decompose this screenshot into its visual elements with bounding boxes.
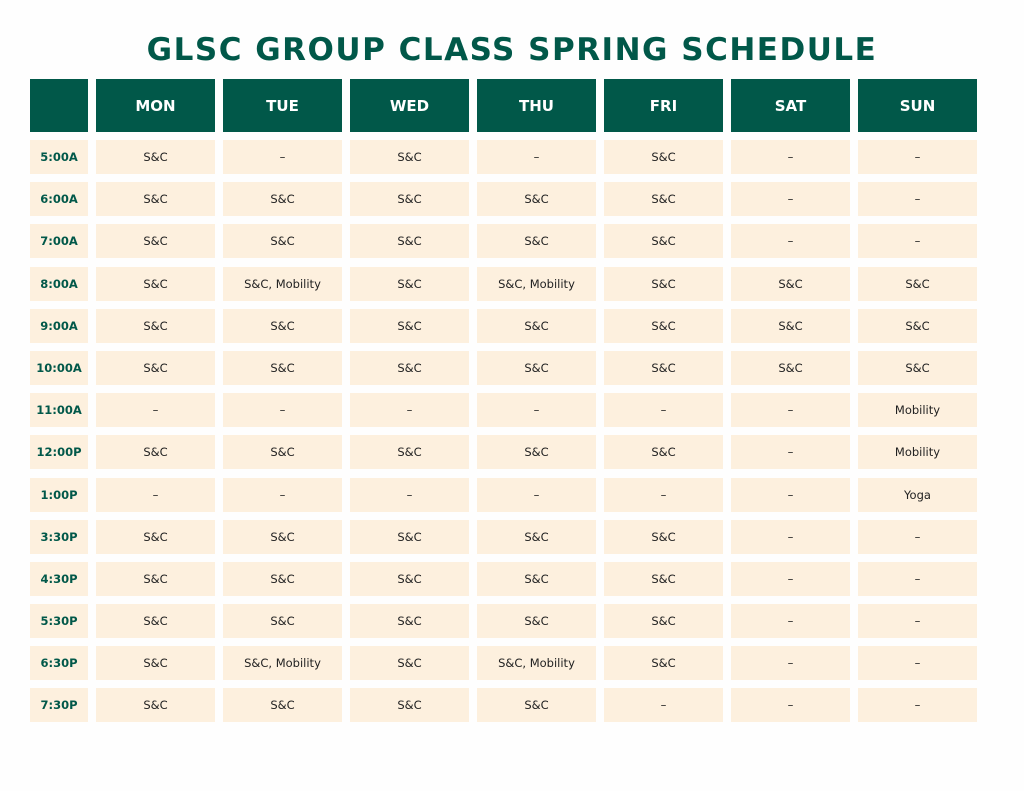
schedule-body bbox=[30, 140, 977, 731]
class-cell-tue: – bbox=[223, 478, 342, 512]
class-cell-sat: – bbox=[731, 224, 850, 258]
class-cell-wed: S&C bbox=[350, 182, 469, 216]
class-cell-sun: S&C bbox=[858, 351, 977, 385]
class-cell-tue: S&C bbox=[223, 435, 342, 469]
time-slot-label: 3:30P bbox=[30, 520, 88, 554]
time-slot-label: 5:30P bbox=[30, 604, 88, 638]
class-cell-thu: S&C bbox=[477, 351, 596, 385]
class-cell-fri: S&C bbox=[604, 140, 723, 174]
time-slot-label: 8:00A bbox=[30, 267, 88, 301]
class-cell-mon: S&C bbox=[96, 435, 215, 469]
header-day-sat: SAT bbox=[731, 79, 850, 132]
class-cell-fri: S&C bbox=[604, 604, 723, 638]
class-cell-fri: S&C bbox=[604, 224, 723, 258]
class-cell-mon: S&C bbox=[96, 140, 215, 174]
schedule-header-row bbox=[30, 79, 977, 132]
class-cell-mon: S&C bbox=[96, 604, 215, 638]
schedule-row bbox=[30, 309, 977, 343]
class-cell-fri: S&C bbox=[604, 520, 723, 554]
class-cell-tue: S&C, Mobility bbox=[223, 267, 342, 301]
schedule-row bbox=[30, 478, 977, 512]
schedule-row bbox=[30, 646, 977, 680]
header-day-mon: MON bbox=[96, 79, 215, 132]
class-cell-sat: – bbox=[731, 478, 850, 512]
header-day-sun: SUN bbox=[858, 79, 977, 132]
class-cell-mon: S&C bbox=[96, 224, 215, 258]
class-cell-mon: S&C bbox=[96, 351, 215, 385]
class-cell-tue: S&C, Mobility bbox=[223, 646, 342, 680]
class-cell-thu: – bbox=[477, 393, 596, 427]
time-slot-label: 1:00P bbox=[30, 478, 88, 512]
class-cell-fri: S&C bbox=[604, 562, 723, 596]
class-cell-tue: S&C bbox=[223, 309, 342, 343]
class-cell-wed: – bbox=[350, 393, 469, 427]
time-slot-label: 10:00A bbox=[30, 351, 88, 385]
class-cell-wed: S&C bbox=[350, 562, 469, 596]
class-cell-tue: S&C bbox=[223, 604, 342, 638]
class-cell-thu: – bbox=[477, 140, 596, 174]
class-cell-sat: – bbox=[731, 140, 850, 174]
schedule-row bbox=[30, 520, 977, 554]
class-cell-fri: – bbox=[604, 478, 723, 512]
class-cell-fri: – bbox=[604, 688, 723, 722]
class-cell-thu: S&C bbox=[477, 520, 596, 554]
class-cell-tue: S&C bbox=[223, 520, 342, 554]
class-cell-thu: S&C bbox=[477, 604, 596, 638]
class-cell-sat: – bbox=[731, 393, 850, 427]
time-slot-label: 5:00A bbox=[30, 140, 88, 174]
class-cell-sun: Mobility bbox=[858, 435, 977, 469]
class-cell-wed: S&C bbox=[350, 267, 469, 301]
class-cell-sun: – bbox=[858, 562, 977, 596]
class-cell-fri: S&C bbox=[604, 646, 723, 680]
class-cell-thu: S&C bbox=[477, 182, 596, 216]
class-cell-sun: S&C bbox=[858, 309, 977, 343]
class-cell-tue: S&C bbox=[223, 351, 342, 385]
schedule-row bbox=[30, 140, 977, 174]
header-day-fri: FRI bbox=[604, 79, 723, 132]
schedule-row bbox=[30, 435, 977, 469]
class-cell-thu: S&C bbox=[477, 688, 596, 722]
time-slot-label: 6:30P bbox=[30, 646, 88, 680]
class-cell-sun: – bbox=[858, 604, 977, 638]
class-cell-sun: – bbox=[858, 688, 977, 722]
class-cell-mon: – bbox=[96, 478, 215, 512]
header-day-wed: WED bbox=[350, 79, 469, 132]
class-cell-sat: S&C bbox=[731, 351, 850, 385]
class-cell-wed: S&C bbox=[350, 435, 469, 469]
page-title: GLSC GROUP CLASS SPRING SCHEDULE bbox=[146, 32, 878, 68]
class-cell-tue: S&C bbox=[223, 224, 342, 258]
header-day-thu: THU bbox=[477, 79, 596, 132]
schedule-row bbox=[30, 393, 977, 427]
class-cell-fri: – bbox=[604, 393, 723, 427]
class-cell-mon: S&C bbox=[96, 182, 215, 216]
class-cell-sat: – bbox=[731, 688, 850, 722]
class-cell-sun: S&C bbox=[858, 267, 977, 301]
class-cell-mon: S&C bbox=[96, 520, 215, 554]
class-cell-mon: S&C bbox=[96, 646, 215, 680]
class-cell-tue: S&C bbox=[223, 182, 342, 216]
class-cell-mon: S&C bbox=[96, 688, 215, 722]
class-cell-mon: S&C bbox=[96, 309, 215, 343]
schedule-row bbox=[30, 267, 977, 301]
time-slot-label: 9:00A bbox=[30, 309, 88, 343]
class-cell-mon: S&C bbox=[96, 562, 215, 596]
class-cell-tue: S&C bbox=[223, 688, 342, 722]
class-cell-thu: S&C bbox=[477, 562, 596, 596]
class-cell-wed: S&C bbox=[350, 688, 469, 722]
class-cell-sun: Mobility bbox=[858, 393, 977, 427]
class-cell-fri: S&C bbox=[604, 351, 723, 385]
class-cell-tue: S&C bbox=[223, 562, 342, 596]
time-slot-label: 6:00A bbox=[30, 182, 88, 216]
class-cell-thu: S&C bbox=[477, 435, 596, 469]
class-cell-sat: – bbox=[731, 435, 850, 469]
class-cell-wed: S&C bbox=[350, 224, 469, 258]
class-cell-thu: – bbox=[477, 478, 596, 512]
schedule-row bbox=[30, 182, 977, 216]
class-cell-sun: – bbox=[858, 182, 977, 216]
time-slot-label: 4:30P bbox=[30, 562, 88, 596]
class-cell-sun: – bbox=[858, 140, 977, 174]
schedule-row bbox=[30, 224, 977, 258]
class-cell-thu: S&C bbox=[477, 309, 596, 343]
class-cell-sun: – bbox=[858, 224, 977, 258]
time-slot-label: 11:00A bbox=[30, 393, 88, 427]
class-cell-fri: S&C bbox=[604, 267, 723, 301]
schedule-row bbox=[30, 562, 977, 596]
class-cell-wed: S&C bbox=[350, 520, 469, 554]
schedule-row bbox=[30, 688, 977, 722]
time-slot-label: 12:00P bbox=[30, 435, 88, 469]
class-cell-sat: – bbox=[731, 520, 850, 554]
class-cell-sun: Yoga bbox=[858, 478, 977, 512]
class-cell-sun: – bbox=[858, 646, 977, 680]
class-cell-sat: – bbox=[731, 604, 850, 638]
schedule-row bbox=[30, 604, 977, 638]
class-cell-thu: S&C, Mobility bbox=[477, 267, 596, 301]
class-cell-sat: – bbox=[731, 562, 850, 596]
class-cell-sat: S&C bbox=[731, 267, 850, 301]
schedule-row bbox=[30, 351, 977, 385]
class-cell-wed: S&C bbox=[350, 309, 469, 343]
header-day-tue: TUE bbox=[223, 79, 342, 132]
class-cell-wed: S&C bbox=[350, 604, 469, 638]
class-cell-wed: S&C bbox=[350, 140, 469, 174]
class-cell-wed: S&C bbox=[350, 646, 469, 680]
class-cell-tue: – bbox=[223, 393, 342, 427]
time-slot-label: 7:30P bbox=[30, 688, 88, 722]
class-cell-mon: S&C bbox=[96, 267, 215, 301]
time-slot-label: 7:00A bbox=[30, 224, 88, 258]
class-cell-sat: – bbox=[731, 646, 850, 680]
class-cell-fri: S&C bbox=[604, 182, 723, 216]
class-cell-sat: S&C bbox=[731, 309, 850, 343]
class-cell-wed: – bbox=[350, 478, 469, 512]
class-cell-mon: – bbox=[96, 393, 215, 427]
class-cell-fri: S&C bbox=[604, 435, 723, 469]
class-cell-sat: – bbox=[731, 182, 850, 216]
class-cell-sun: – bbox=[858, 520, 977, 554]
class-cell-wed: S&C bbox=[350, 351, 469, 385]
class-cell-fri: S&C bbox=[604, 309, 723, 343]
header-corner bbox=[30, 79, 88, 132]
class-cell-thu: S&C bbox=[477, 224, 596, 258]
class-cell-thu: S&C, Mobility bbox=[477, 646, 596, 680]
class-cell-tue: – bbox=[223, 140, 342, 174]
